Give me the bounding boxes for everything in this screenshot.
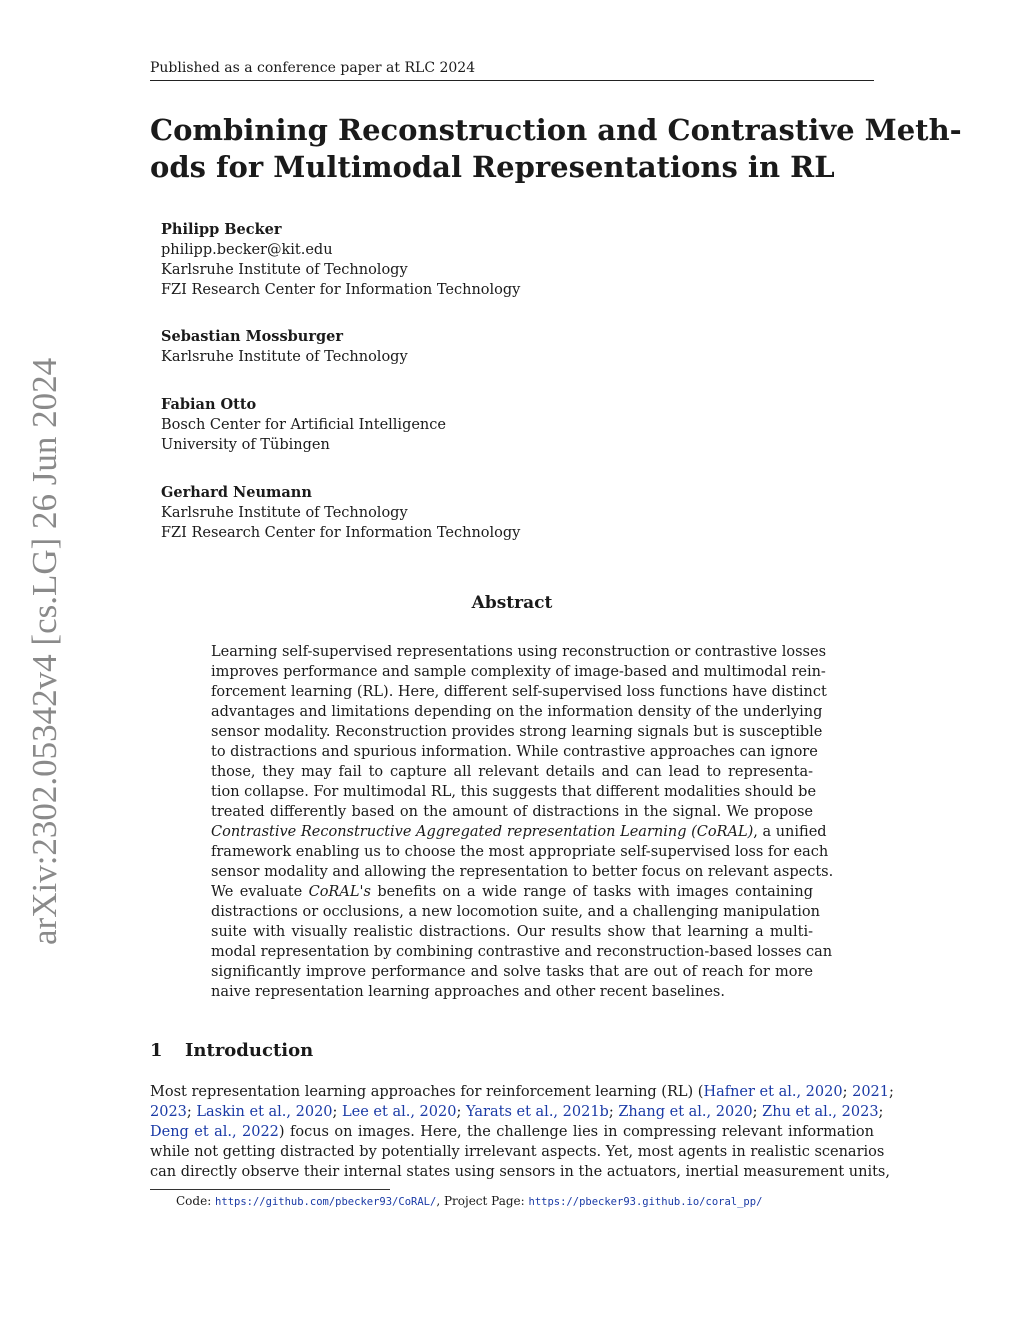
- method-name: Contrastive Reconstructive Aggregated representation Learning (CoRAL): [211, 824, 754, 840]
- author-name: Philipp Becker: [161, 221, 282, 238]
- citation-link[interactable]: Laskin et al., 2020: [196, 1104, 333, 1120]
- author-3: [161, 395, 446, 455]
- abstract-line: to distractions and spurious information. While contrastive approaches can ignore: [211, 744, 818, 760]
- citation-link[interactable]: Lee et al., 2020: [342, 1104, 457, 1120]
- abstract-line: suite with visually realistic distractions. Our results show that learning a multi-: [211, 924, 813, 940]
- citation-link[interactable]: 2021: [852, 1084, 889, 1100]
- abstract-line: advantages and limitations depending on the information density of the underlying: [211, 704, 823, 720]
- abstract-line: forcement learning (RL). Here, different self-supervised loss functions have distinct: [211, 684, 827, 700]
- abstract-line: sensor modality. Reconstruction provides strong learning signals but is susceptible: [211, 724, 823, 740]
- abstract-line: modal representation by combining contrastive and reconstruction-based losses can: [211, 944, 833, 960]
- author-name: Fabian Otto: [161, 396, 257, 413]
- abstract-line: framework enabling us to choose the most appropriate self-supervised loss for each: [211, 844, 829, 860]
- intro-line: while not getting distracted by potentially irrelevant aspects. Yet, most agents in realistic scenarios: [150, 1144, 885, 1160]
- section-title: Introduction: [185, 1040, 314, 1061]
- paper-title: [150, 112, 962, 186]
- footnote-code-label: Code:: [176, 1194, 216, 1208]
- author-affiliation: Karlsruhe Institute of Technology: [161, 349, 408, 365]
- abstract-line: improves performance and sample complexity of image-based and multimodal rein-: [211, 664, 826, 680]
- citation-link[interactable]: 2023: [150, 1104, 187, 1120]
- author-affiliation: Karlsruhe Institute of Technology: [161, 505, 408, 521]
- abstract-line: Learning self-supervised representations using reconstruction or contrastive losses: [211, 644, 827, 660]
- code-url-link[interactable]: https://github.com/pbecker93/CoRAL/: [215, 1196, 437, 1208]
- intro-line: can directly observe their internal states using sensors in the actuators, inertial measurement units,: [150, 1164, 890, 1180]
- abstract-line: those, they may fail to capture all relevant details and can lead to representa-: [211, 764, 813, 780]
- abstract-line: [211, 882, 813, 902]
- abstract-line: significantly improve performance and solve tasks that are out of reach for more: [211, 964, 813, 980]
- abstract-line: tion collapse. For multimodal RL, this suggests that different modalities should be: [211, 784, 817, 800]
- author-affiliation: FZI Research Center for Information Technology: [161, 525, 521, 541]
- title-line-1: Combining Reconstruction and Contrastive Meth-: [150, 113, 962, 147]
- intro-line: Most representation learning approaches for reinforcement learning (RL) (Hafner et al., 2020; 2021;: [150, 1084, 894, 1100]
- abstract-text: , a unified: [753, 824, 827, 840]
- author-2: [161, 327, 408, 367]
- section-heading-introduction: [150, 1040, 313, 1061]
- author-affiliation: Karlsruhe Institute of Technology: [161, 262, 408, 278]
- introduction-body: [150, 1082, 894, 1182]
- section-number: 1: [150, 1040, 163, 1061]
- title-line-2: ods for Multimodal Representations in RL: [150, 150, 835, 184]
- abstract-heading: Abstract: [471, 593, 553, 613]
- abstract-line: treated differently based on the amount of distractions in the signal. We propose: [211, 804, 813, 820]
- abstract-body: [211, 642, 834, 1002]
- citation-link[interactable]: Zhang et al., 2020: [618, 1104, 753, 1120]
- citation-link[interactable]: Hafner et al., 2020: [703, 1084, 843, 1100]
- footnote-project-label: , Project Page:: [436, 1194, 529, 1208]
- author-4: [161, 483, 520, 543]
- citation-link[interactable]: Deng et al., 2022: [150, 1124, 279, 1140]
- intro-text: Most representation learning approaches for reinforcement learning (RL) (: [150, 1084, 704, 1100]
- abstract-text: We evaluate: [211, 884, 309, 900]
- author-email[interactable]: philipp.becker@kit.edu: [161, 242, 333, 258]
- abstract-line: distractions or occlusions, a new locomotion suite, and a challenging manipulation: [211, 904, 820, 920]
- intro-line: 2023; Laskin et al., 2020; Lee et al., 2020; Yarats et al., 2021b; Zhang et al., 2020; Zhu et al., 2023;: [150, 1104, 884, 1120]
- arxiv-identifier: arXiv:2302.05342v4 [cs.LG] 26 Jun 2024: [25, 357, 64, 945]
- citation-link[interactable]: Yarats et al., 2021b: [465, 1104, 609, 1120]
- abstract-text: benefits on a wide range of tasks with images containing: [370, 884, 813, 900]
- abstract-line: sensor modality and allowing the representation to better focus on relevant aspects.: [211, 864, 834, 880]
- running-header: Published as a conference paper at RLC 2024: [150, 60, 874, 81]
- citation-link[interactable]: Zhu et al., 2023: [762, 1104, 879, 1120]
- author-affiliation: FZI Research Center for Information Technology: [161, 282, 521, 298]
- abstract-line: [211, 822, 827, 842]
- author-affiliation: University of Tübingen: [161, 437, 330, 453]
- intro-text: ) focus on images. Here, the challenge lies in compressing relevant information: [278, 1124, 874, 1140]
- footnote-divider: [150, 1189, 390, 1190]
- author-name: Gerhard Neumann: [161, 484, 312, 501]
- author-1: [161, 220, 520, 300]
- footnote: [176, 1194, 762, 1208]
- author-name: Sebastian Mossburger: [161, 328, 343, 345]
- method-name: CoRAL's: [308, 884, 371, 900]
- project-url-link[interactable]: https://pbecker93.github.io/coral_pp/: [528, 1196, 763, 1208]
- abstract-line: naive representation learning approaches and other recent baselines.: [211, 984, 725, 1000]
- intro-line: [150, 1122, 874, 1142]
- author-affiliation: Bosch Center for Artificial Intelligence: [161, 417, 446, 433]
